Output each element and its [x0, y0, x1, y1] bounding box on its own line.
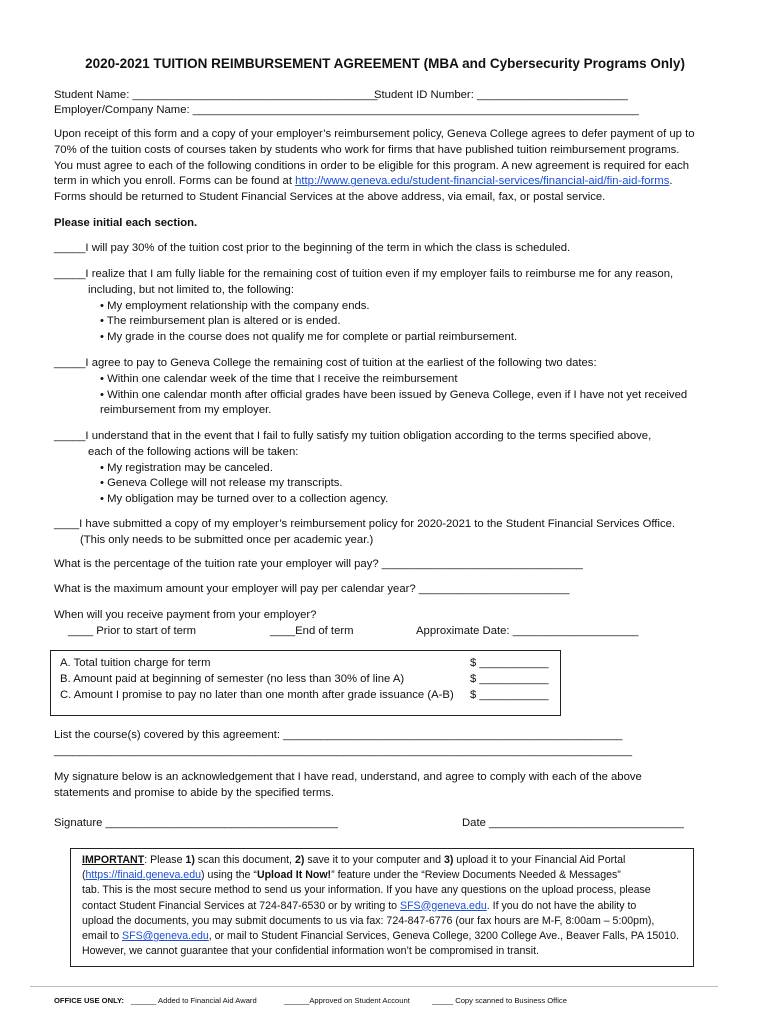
step-number: 3) — [443, 854, 454, 866]
tuition-amounts-box — [50, 650, 561, 716]
intro-paragraph — [54, 127, 724, 206]
notice-text: . If you do not have the ability to — [486, 899, 637, 912]
notice-line: tab. This is the most secure method to send us your information. If you have any questions on the upload process, please — [82, 884, 651, 897]
acknowledgement-line: My signature below is an acknowledgement that I have read, understand, and agree to comply with each of the above — [54, 771, 642, 783]
notice-line: However, we cannot guarantee that your confidential information won’t be compromised in transit. — [82, 945, 539, 958]
intro-line: 70% of the tuition costs of courses taken by students who work for firms that have published tuition reimbursement programs. — [54, 143, 680, 156]
notice-text: upload it to your Financial Aid Portal — [453, 854, 626, 866]
notice-line — [82, 899, 688, 914]
notice-line — [82, 853, 688, 868]
intro-text: term in which you enroll. Forms can be found at — [54, 175, 296, 188]
section-2 — [54, 267, 724, 346]
option-prior-to-term[interactable]: ____ Prior to start of term — [68, 625, 197, 637]
notice-text: email to — [82, 930, 123, 943]
bullet-item: • My grade in the course does not qualify me for complete or partial reimbursement. — [100, 331, 518, 344]
student-name-field[interactable]: Student Name: _______________________________________ — [54, 89, 378, 101]
acknowledgement — [54, 770, 724, 802]
line-a-amount[interactable]: $ ___________ — [470, 657, 549, 669]
office-use-label: OFFICE USE ONLY: — [54, 996, 125, 1005]
notice-text: ( — [82, 869, 86, 882]
section-line: (This only needs to be submitted once per academic year.) — [80, 533, 374, 546]
intro-line: Upon receipt of this form and a copy of your employer’s reimbursement policy, Geneva College agrees to defer payment of up to — [54, 128, 695, 140]
intro-line: You must agree to each of the following conditions in order to be eligible for this program. A new agreement is required for each — [54, 159, 690, 172]
employer-maximum-question[interactable]: What is the maximum amount your employer will pay per calendar year? ________________________ — [54, 583, 570, 595]
notice-text: contact Student Financial Services at 724-847-6530 or by writing to — [82, 899, 400, 912]
footer-divider — [30, 986, 718, 987]
bullet-item: • My registration may be canceled. — [100, 461, 273, 474]
important-notice-text — [82, 853, 688, 959]
date-field[interactable]: Date _______________________________ — [462, 817, 684, 829]
courses-field-continued[interactable]: ____________________________________________________________________________________________ — [54, 745, 633, 757]
step-number: 2) — [294, 854, 305, 866]
employer-percentage-question[interactable]: What is the percentage of the tuition rate your employer will pay? ________________________________ — [54, 558, 583, 570]
section-5 — [54, 517, 724, 549]
important-label: IMPORTANT — [82, 854, 145, 866]
section-3 — [54, 356, 724, 419]
line-b-label: B. Amount paid at beginning of semester (no less than 30% of line A) — [60, 673, 405, 685]
step-number: 1) — [185, 854, 195, 866]
notice-line — [82, 868, 688, 883]
notice-text: ) using the “ — [200, 869, 257, 882]
employer-field[interactable]: Employer/Company Name: _______________________________________________________________________ — [54, 104, 639, 116]
acknowledgement-line: statements and promise to abide by the specified terms. — [54, 786, 335, 799]
notice-line: upload the documents, you may submit documents to us via fax: 724-847-6776 (our fax hours are M-F, 8:00am – 5:00pm), — [82, 914, 655, 927]
initial-heading: Please initial each section. — [54, 217, 198, 229]
important-notice-box — [70, 848, 694, 967]
office-approved-on-account[interactable]: ______Approved on Student Account — [284, 996, 410, 1005]
payment-timing-question: When will you receive payment from your employer? — [54, 609, 317, 621]
section-5-initial-line[interactable]: ____I have submitted a copy of my employer’s reimbursement policy for 2020-2021 to the Student Financial Services Office. — [54, 518, 676, 530]
bullet-item: • The reimbursement plan is altered or is ended. — [100, 315, 341, 328]
bullet-item: reimbursement from my employer. — [100, 404, 272, 417]
page-title: 2020-2021 TUITION REIMBURSEMENT AGREEMENT (MBA and Cybersecurity Programs Only) — [85, 56, 685, 71]
forms-link[interactable]: http://www.geneva.edu/student-financial-services/financial-aid/fin-aid-forms — [295, 175, 670, 188]
signature-field[interactable]: Signature _____________________________________ — [54, 817, 338, 829]
section-4-initial-line[interactable]: _____I understand that in the event that I fail to fully satisfy my tuition obligation according to the terms specified above, — [54, 430, 652, 442]
section-line: each of the following actions will be taken: — [88, 445, 299, 458]
intro-line — [54, 174, 724, 190]
notice-text: scan this document, — [194, 854, 295, 866]
notice-text: save it to your computer and — [304, 854, 444, 866]
finaid-portal-link[interactable]: https://finaid.geneva.edu — [85, 869, 201, 882]
sfs-email-link[interactable]: SFS@geneva.edu — [122, 930, 209, 943]
upload-it-now-label: Upload It Now! — [256, 869, 332, 882]
office-added-to-award[interactable]: ______ Added to Financial Aid Award — [131, 996, 257, 1005]
sfs-email-link[interactable]: SFS@geneva.edu — [400, 899, 487, 912]
office-copy-scanned[interactable]: _____ Copy scanned to Business Office — [432, 996, 567, 1005]
section-line: including, but not limited to, the following: — [88, 283, 294, 296]
bullet-item: • My obligation may be turned over to a collection agency. — [100, 493, 389, 506]
line-c-amount[interactable]: $ ___________ — [470, 689, 549, 701]
option-end-of-term[interactable]: ____End of term — [270, 625, 354, 637]
line-b-amount[interactable]: $ ___________ — [470, 673, 549, 685]
notice-text: , or mail to Student Financial Services, Geneva College, 3200 College Ave., Beaver Falls, PA 15010. — [208, 930, 679, 943]
section-3-initial-line[interactable]: _____I agree to pay to Geneva College the remaining cost of tuition at the earliest of the following two dates: — [54, 357, 597, 369]
intro-line: Forms should be returned to Student Financial Services at the above address, via email, fax, or postal service. — [54, 191, 606, 204]
bullet-item: • Within one calendar month after official grades have been issued by Geneva College, even if I have not yet received — [100, 388, 688, 401]
intro-text: . — [669, 175, 673, 188]
line-a-label: A. Total tuition charge for term — [60, 657, 211, 669]
section-2-initial-line[interactable]: _____I realize that I am fully liable for the remaining cost of tuition even if my employer fails to reimburse me for any reason, — [54, 268, 674, 280]
student-id-field[interactable]: Student ID Number: ________________________ — [374, 89, 628, 101]
bullet-item: • My employment relationship with the company ends. — [100, 299, 370, 312]
bullet-item: • Geneva College will not release my transcripts. — [100, 477, 343, 490]
notice-line — [82, 929, 688, 944]
section-1[interactable]: _____I will pay 30% of the tuition cost prior to the beginning of the term in which the class is scheduled. — [54, 242, 571, 254]
notice-text: ” feature under the “Review Documents Needed & Messages” — [331, 869, 621, 882]
approximate-date-field[interactable]: Approximate Date: ____________________ — [416, 625, 639, 637]
section-4 — [54, 429, 724, 508]
bullet-item: • Within one calendar week of the time that I receive the reimbursement — [100, 372, 458, 385]
notice-text: : Please — [144, 854, 186, 866]
line-c-label: C. Amount I promise to pay no later than one month after grade issuance (A-B) — [60, 689, 454, 701]
courses-field[interactable]: List the course(s) covered by this agreement: ______________________________________________________ — [54, 729, 623, 741]
